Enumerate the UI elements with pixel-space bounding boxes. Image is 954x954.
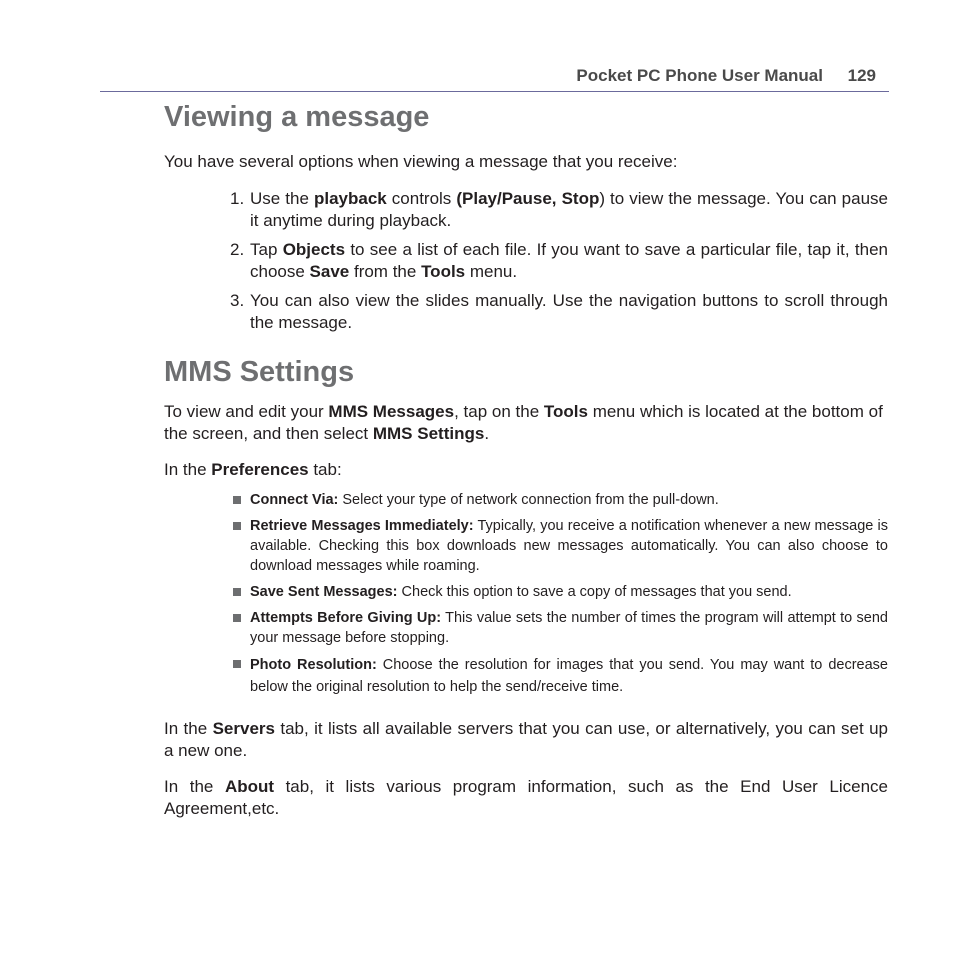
text-run: To view and edit your [164,402,329,421]
text-run: Tap [250,240,283,259]
page-header-title: Pocket PC Phone User Manual [576,66,823,85]
text-run: from the [349,262,422,281]
square-bullet-icon [233,522,241,530]
bullet-text: Choose the resolution for images that you send. You may want to decrease below the original resolution to help the send/receive time. [250,657,888,695]
text-run: to see a list of each file. If you want to save a particular file, tap it, then choose [250,240,888,281]
bold-term: playback [313,189,387,208]
page-number: 129 [847,66,876,85]
bold-term: Preferences [211,460,309,479]
bullet-text: Check this option to save a copy of messages that you send. [397,584,792,600]
text-run: In the [164,719,213,738]
bullet-term: Attempts Before Giving Up: [250,610,442,626]
text-run: In the [164,777,225,796]
text-run: Use the [250,189,314,208]
text-run: ) to view the message. You can pause it anytime during playback. [250,189,888,230]
bullet-term: Save Sent Messages: [250,584,398,600]
bold-term: Tools [421,262,466,281]
list-number: 1. [230,189,245,208]
bullet-term: Connect Via: [250,492,339,508]
section-heading-mms-settings: MMS Settings [164,356,355,388]
bullet-text: Typically, you receive a notification whenever a new message is available. Checking this box downloads new messages automatically. You can also choose to download messages while roaming. [250,518,888,574]
list-item [164,188,888,232]
list-item [164,582,888,602]
servers-paragraph [164,718,888,762]
text-run: . [484,424,490,443]
list-item [164,239,888,283]
text-run: menu which is located at the bottom of the screen, and then select [164,402,883,443]
square-bullet-icon [233,496,241,504]
bullet-term: Retrieve Messages Immediately: [250,518,474,534]
list-item [164,490,888,510]
text-run: tab: [308,460,342,479]
list-item [164,608,888,648]
bold-term: Tools [543,402,588,421]
viewing-intro: You have several options when viewing a message that you receive: [164,152,678,171]
text-run: You can also view the slides manually. Use the navigation buttons to scroll through the message. [250,291,888,332]
section-heading-viewing: Viewing a message [164,101,430,133]
text-run: tab, it lists various program information, such as the End User Licence Agreement,etc. [164,777,888,818]
list-item [164,290,888,334]
page-content [164,100,888,820]
bold-term: (Play/Pause, Stop [456,189,600,208]
text-run: controls [386,189,457,208]
preferences-line [164,459,888,481]
list-number: 2. [230,240,245,259]
text-run: tab, it lists all available servers that you can use, or alternatively, you can set up a new one. [164,719,889,760]
bullet-term: Photo Resolution: [250,657,377,673]
square-bullet-icon [233,660,241,668]
text-run: menu. [465,262,518,281]
list-number: 3. [230,291,245,310]
bold-term: Servers [212,719,275,738]
bold-term: MMS Settings [372,424,485,443]
text-run: , tap on the [454,402,544,421]
square-bullet-icon [233,588,241,596]
text-run: In the [164,460,212,479]
list-item [164,516,888,576]
bold-term: Objects [282,240,346,259]
mms-settings-intro [164,401,888,445]
bold-term: MMS Messages [328,402,455,421]
about-paragraph [164,776,888,820]
bold-term: About [224,777,275,796]
bold-term: Save [309,262,350,281]
list-item [164,654,888,698]
preferences-options [164,490,888,698]
viewing-steps [164,188,888,334]
bullet-text: Select your type of network connection from the pull-down. [338,492,719,508]
header-rule [100,91,889,92]
bullet-text: This value sets the number of times the program will attempt to send your message before stopping. [250,610,889,646]
square-bullet-icon [233,614,241,622]
